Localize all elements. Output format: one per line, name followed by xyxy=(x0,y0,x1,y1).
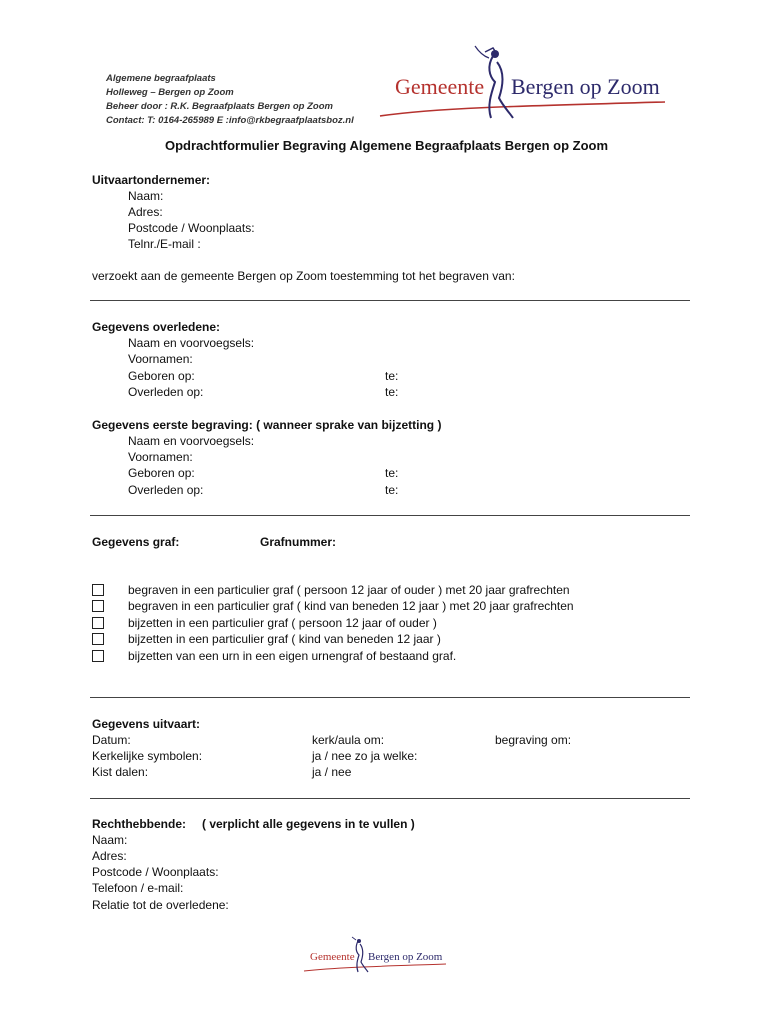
field-label-overleden: Overleden op: xyxy=(128,483,204,497)
header-info-line: Algemene begraafplaats xyxy=(106,73,216,84)
grave-option-checkbox[interactable] xyxy=(92,584,104,596)
field-label-naam: Naam: xyxy=(128,189,164,203)
rechthebbende-note: ( verplicht alle gegevens in te vullen ) xyxy=(202,817,415,831)
grave-option-label: bijzetten in een particulier graf ( persoon 12 jaar of ouder ) xyxy=(128,616,437,630)
grave-option-checkbox[interactable] xyxy=(92,600,104,612)
field-label-te: te: xyxy=(385,483,399,497)
field-label-kerkelijke-symbolen: Kerkelijke symbolen: xyxy=(92,749,203,763)
logo-bergen-text: Bergen op Zoom xyxy=(511,74,660,99)
header-info-line: Contact: T: 0164-265989 E :info@rkbegraafplaatsboz.nl xyxy=(106,115,354,126)
gemeente-logo xyxy=(375,42,675,122)
field-label-datum: Datum: xyxy=(92,733,131,747)
section-heading-eerste-begraving: Gegevens eerste begraving: ( wanneer sprake van bijzetting ) xyxy=(92,418,442,432)
field-label-kerk-aula: kerk/aula om: xyxy=(312,733,385,747)
divider xyxy=(90,798,690,799)
grave-option-checkbox[interactable] xyxy=(92,650,104,662)
logo-gemeente-text: Gemeente xyxy=(395,74,485,99)
section-heading-graf: Gegevens graf: xyxy=(92,535,180,549)
grave-option-label: bijzetten in een particulier graf ( kind van beneden 12 jaar ) xyxy=(128,632,441,646)
field-label-telnr: Telnr./E-mail : xyxy=(128,237,201,251)
field-label-te: te: xyxy=(385,466,399,480)
field-label-voornamen: Voornamen: xyxy=(128,352,193,366)
grave-option-label: begraven in een particulier graf ( persoon 12 jaar of ouder ) met 20 jaar grafrechten xyxy=(128,583,570,597)
footer-logo-gemeente-text: Gemeente xyxy=(310,951,355,963)
field-value-symbolen: ja / nee zo ja welke: xyxy=(312,749,418,763)
footer-logo-bergen-text: Bergen op Zoom xyxy=(368,951,443,963)
field-label-relatie: Relatie tot de overledene: xyxy=(92,898,229,912)
field-label-naam-voorvoegsels: Naam en voorvoegsels: xyxy=(128,336,255,350)
divider xyxy=(90,515,690,516)
grave-option-label: bijzetten van een urn in een eigen urnengraf of bestaand graf. xyxy=(128,649,457,663)
field-label-kist-dalen: Kist dalen: xyxy=(92,765,149,779)
section-heading-uitvaart: Gegevens uitvaart: xyxy=(92,717,201,731)
field-label-postcode: Postcode / Woonplaats: xyxy=(92,865,219,879)
section-heading-overledene: Gegevens overledene: xyxy=(92,320,221,334)
grave-option-checkbox[interactable] xyxy=(92,633,104,645)
field-label-adres: Adres: xyxy=(92,849,127,863)
header-info-line: Holleweg – Bergen op Zoom xyxy=(106,87,234,98)
field-label-overleden: Overleden op: xyxy=(128,385,204,399)
divider xyxy=(90,300,690,301)
page-title: Opdrachtformulier Begraving Algemene Begraafplaats Bergen op Zoom xyxy=(165,138,609,153)
field-label-grafnummer: Grafnummer: xyxy=(260,535,337,549)
field-label-begraving-om: begraving om: xyxy=(495,733,572,747)
field-value-kist-dalen: ja / nee xyxy=(312,765,352,779)
field-label-naam-voorvoegsels: Naam en voorvoegsels: xyxy=(128,434,255,448)
grave-option-label: begraven in een particulier graf ( kind van beneden 12 jaar ) met 20 jaar grafrechten xyxy=(128,599,574,613)
footer-logo xyxy=(300,935,450,975)
section-heading-rechthebbende: Rechthebbende: xyxy=(92,817,187,831)
field-label-telefoon: Telefoon / e-mail: xyxy=(92,881,184,895)
header-info-line: Beheer door : R.K. Begraafplaats Bergen op Zoom xyxy=(106,101,333,112)
field-label-geboren: Geboren op: xyxy=(128,369,195,383)
field-label-postcode: Postcode / Woonplaats: xyxy=(128,221,255,235)
grave-option-checkbox[interactable] xyxy=(92,617,104,629)
field-label-te: te: xyxy=(385,369,399,383)
field-label-geboren: Geboren op: xyxy=(128,466,195,480)
section-heading-uitvaartondernemer: Uitvaartondernemer: xyxy=(92,173,211,187)
request-text: verzoekt aan de gemeente Bergen op Zoom toestemming tot het begraven van: xyxy=(92,269,515,283)
field-label-naam: Naam: xyxy=(92,833,128,847)
divider xyxy=(90,697,690,698)
field-label-te: te: xyxy=(385,385,399,399)
field-label-adres: Adres: xyxy=(128,205,163,219)
field-label-voornamen: Voornamen: xyxy=(128,450,193,464)
header-info xyxy=(106,72,354,128)
